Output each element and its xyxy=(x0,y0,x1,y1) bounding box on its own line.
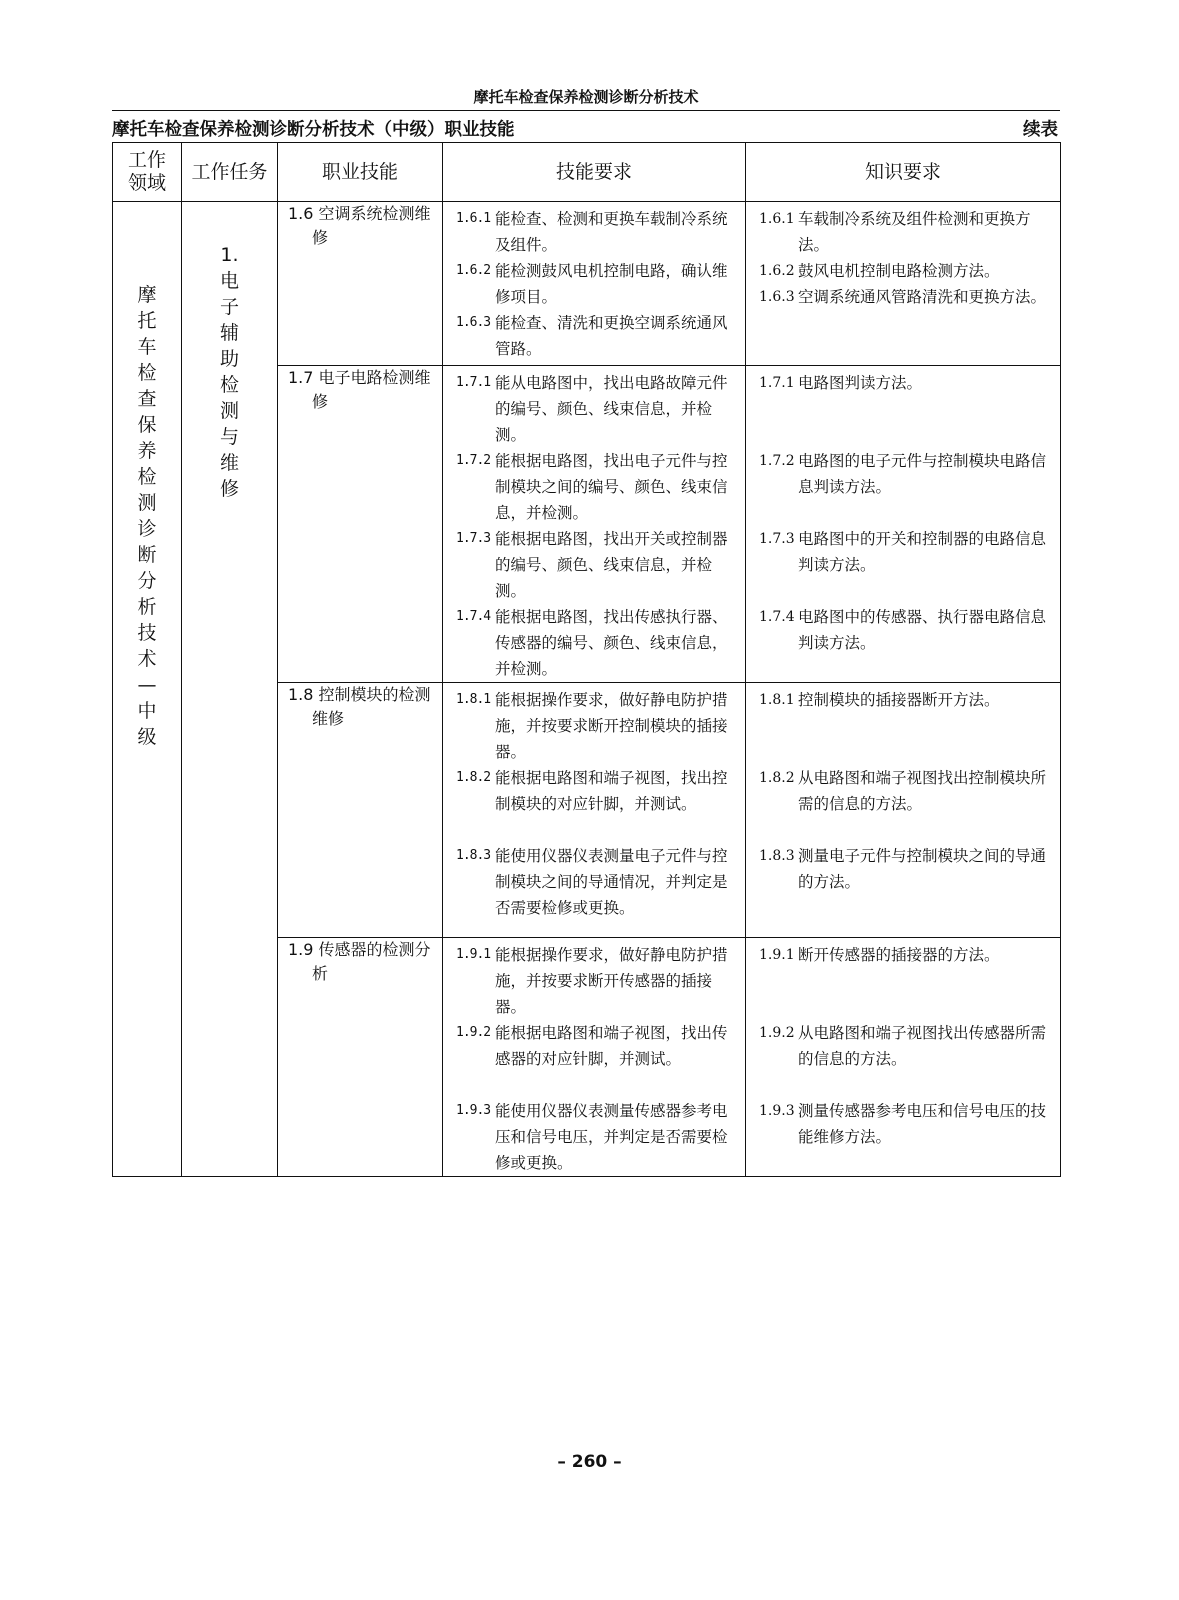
skill-cell xyxy=(278,366,443,683)
requirement-item: 1.7.2 能根据电路图，找出电子元件与控制模块之间的编号、颜色、线束信息，并检测。 xyxy=(456,452,728,522)
requirement-item: 1.6.2 能检测鼓风电机控制电路，确认维修项目。 xyxy=(456,262,728,306)
requirement-item: 1.8.1 能根据操作要求，做好静电防护措施，并按要求断开控制模块的插接器。 xyxy=(456,691,728,761)
requirement-item: 1.9.1 能根据操作要求，做好静电防护措施，并按要求断开传感器的插接器。 xyxy=(456,946,728,1016)
header-rule xyxy=(112,110,1060,111)
requirement-item: 1.9.2 能根据电路图和端子视图，找出传感器的对应针脚，并测试。 xyxy=(456,1024,728,1068)
requirement-item: 1.8.3 能使用仪器仪表测量电子元件与控制模块之间的导通情况，并判定是否需要检修或更换。 xyxy=(456,847,728,917)
knowledge-item: 1.7.3 电路图中的开关和控制器的电路信息判读方法。 xyxy=(759,530,1047,574)
continued-label: 续表 xyxy=(1023,120,1058,140)
column-header-requirements: 技能要求 xyxy=(443,143,746,202)
skill-name: 1.6 空调系统检测维修 xyxy=(288,204,431,247)
page-number: – 260 – xyxy=(557,1452,622,1472)
domain-cell xyxy=(113,202,182,1177)
requirement-item: 1.6.3 能检查、清洗和更换空调系统通风管路。 xyxy=(456,314,728,358)
column-header-task: 工作任务 xyxy=(182,143,278,202)
table-title-bar xyxy=(112,116,1060,142)
requirements-cell xyxy=(443,938,746,1177)
knowledge-item: 1.9.2 从电路图和端子视图找出传感器所需的信息的方法。 xyxy=(759,1024,1047,1068)
skill-cell xyxy=(278,202,443,366)
requirement-item: 1.7.3 能根据电路图，找出开关或控制器的编号、颜色、线束信息，并检测。 xyxy=(456,530,728,600)
requirement-item: 1.7.1 能从电路图中，找出电路故障元件的编号、颜色、线束信息，并检测。 xyxy=(456,374,728,444)
knowledge-item: 1.8.3 测量电子元件与控制模块之间的导通的方法。 xyxy=(759,847,1047,891)
column-header-knowledge: 知识要求 xyxy=(746,143,1061,202)
knowledge-item: 1.6.1 车载制冷系统及组件检测和更换方法。 xyxy=(759,210,1031,254)
knowledge-cell xyxy=(746,366,1061,683)
requirements-cell xyxy=(443,202,746,366)
knowledge-cell xyxy=(746,202,1061,366)
requirement-item: 1.6.1 能检查、检测和更换车载制冷系统及组件。 xyxy=(456,210,728,254)
knowledge-item: 1.6.2 鼓风电机控制电路检测方法。 xyxy=(759,262,1000,280)
requirement-item: 1.8.2 能根据电路图和端子视图，找出控制模块的对应针脚，并测试。 xyxy=(456,769,728,813)
skill-name: 1.8 控制模块的检测维修 xyxy=(288,685,431,728)
running-header: 摩托车检查保养检测诊断分析技术 xyxy=(473,88,699,106)
knowledge-cell xyxy=(746,683,1061,938)
requirement-item: 1.7.4 能根据电路图，找出传感执行器、传感器的编号、颜色、线束信息，并检测。 xyxy=(456,608,728,678)
requirements-cell xyxy=(443,683,746,938)
skill-name: 1.7 电子电路检测维修 xyxy=(288,368,431,411)
table-row xyxy=(113,202,1061,366)
skill-cell xyxy=(278,938,443,1177)
skill-cell xyxy=(278,683,443,938)
task-cell xyxy=(182,202,278,1177)
requirement-item: 1.9.3 能使用仪器仪表测量传感器参考电压和信号电压，并判定是否需要检修或更换。 xyxy=(456,1102,728,1172)
column-header-domain: 工作领域 xyxy=(113,143,182,202)
skill-name: 1.9 传感器的检测分析 xyxy=(288,940,431,983)
knowledge-item: 1.9.3 测量传感器参考电压和信号电压的技能维修方法。 xyxy=(759,1102,1047,1146)
knowledge-item: 1.7.1 电路图判读方法。 xyxy=(759,374,923,392)
knowledge-cell xyxy=(746,938,1061,1177)
knowledge-item: 1.6.3 空调系统通风管路清洗和更换方法。 xyxy=(759,288,1047,306)
knowledge-item: 1.8.2 从电路图和端子视图找出控制模块所需的信息的方法。 xyxy=(759,769,1047,813)
table-title: 摩托车检查保养检测诊断分析技术（中级）职业技能 xyxy=(112,120,515,140)
knowledge-item: 1.9.1 断开传感器的插接器的方法。 xyxy=(759,946,1000,964)
table-header-row xyxy=(113,143,1061,202)
knowledge-item: 1.7.2 电路图的电子元件与控制模块电路信息判读方法。 xyxy=(759,452,1047,496)
knowledge-item: 1.8.1 控制模块的插接器断开方法。 xyxy=(759,691,1000,709)
column-header-skill: 职业技能 xyxy=(278,143,443,202)
requirements-cell xyxy=(443,366,746,683)
knowledge-item: 1.7.4 电路图中的传感器、执行器电路信息判读方法。 xyxy=(759,608,1047,652)
skills-table xyxy=(112,142,1061,1177)
domain-text: 摩托车检查保养检测诊断分析技术—中级 xyxy=(137,284,157,748)
task-text: 1.电子辅助检测与维修 xyxy=(219,244,239,500)
